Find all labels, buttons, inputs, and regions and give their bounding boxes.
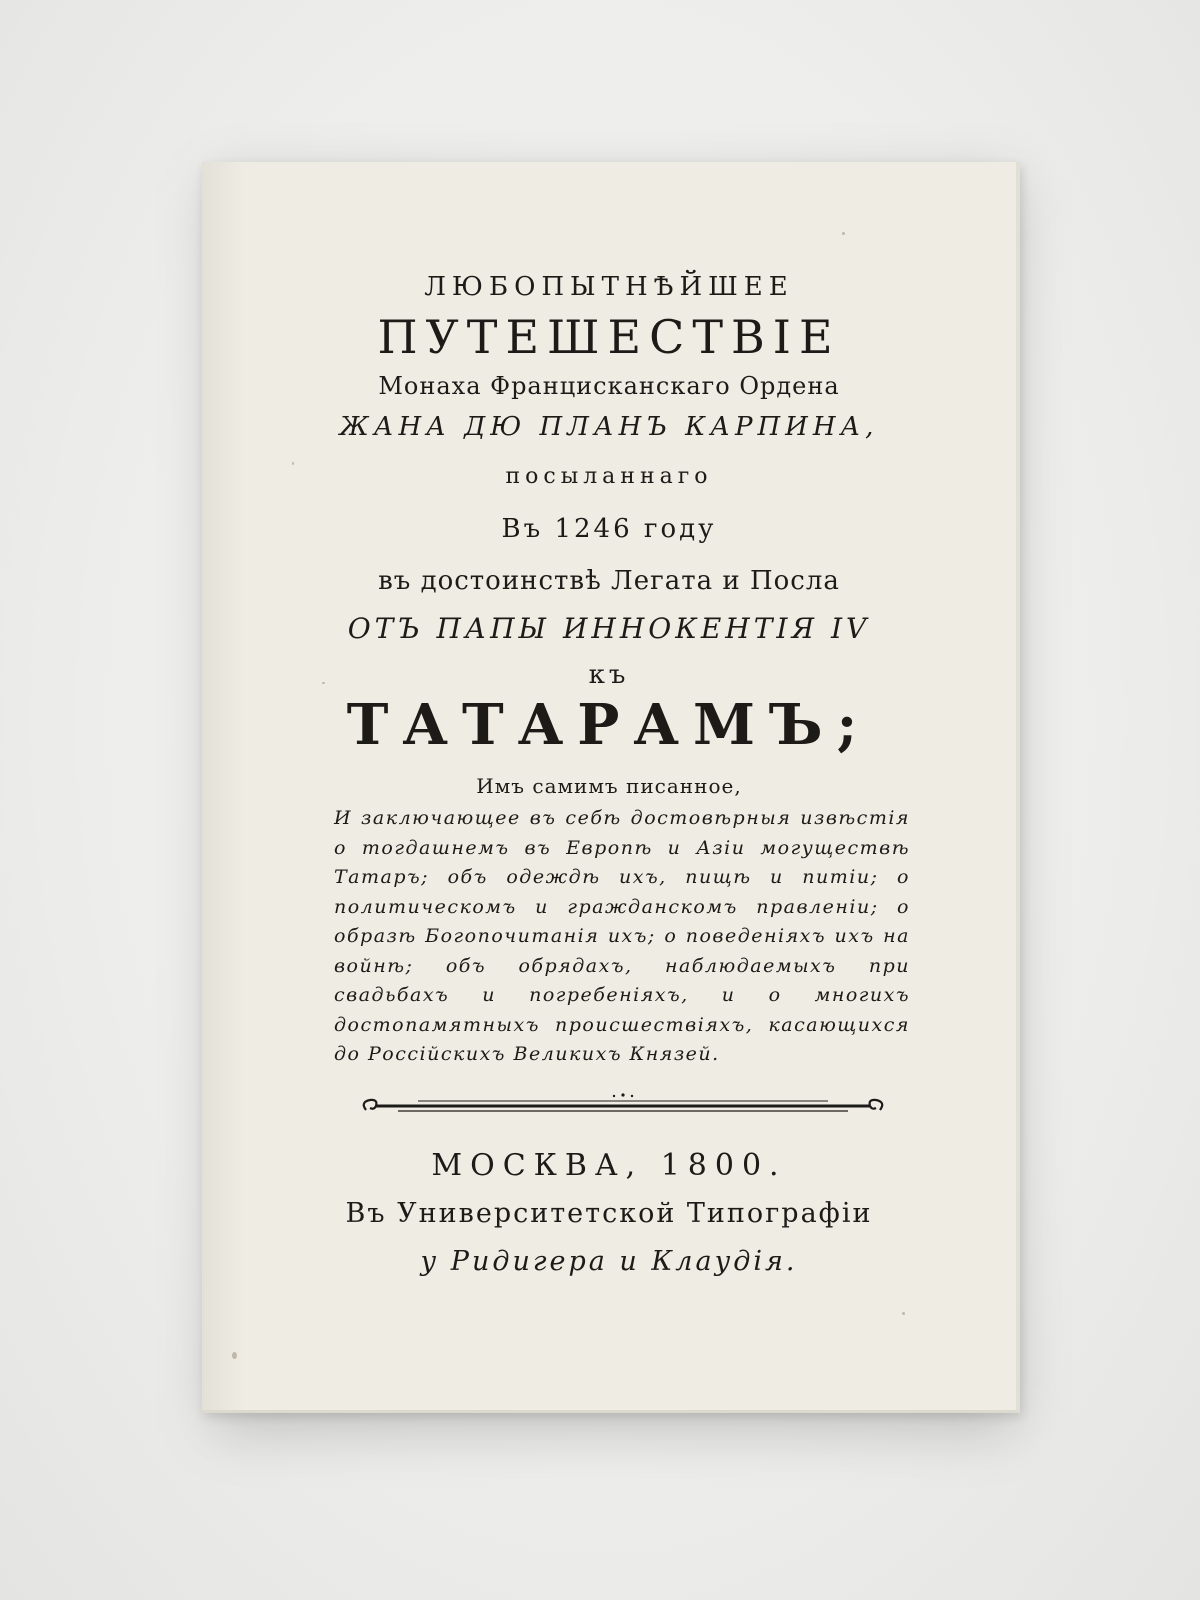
paper-speck — [322, 682, 325, 684]
paper-speck — [842, 232, 845, 235]
main-title: ПУТЕШЕСТВІЕ — [377, 310, 841, 364]
imprint-printer: Въ Университетской Типографіи — [345, 1198, 873, 1229]
tatars-heading: ТАТАРАМЪ; — [346, 692, 872, 758]
paper-speck — [232, 1352, 237, 1359]
imprint-city: МОСКВА, 1800. — [431, 1148, 787, 1183]
title-line-9: къ — [588, 660, 630, 690]
title-line-7: въ достоинствѣ Легата и Посла — [378, 566, 840, 596]
title-page — [202, 162, 1016, 1410]
paper-speck — [292, 462, 294, 465]
imprint-names: у Ридигера и Клаудія. — [420, 1246, 798, 1277]
book-cover — [202, 162, 1020, 1413]
description-paragraph: И заключающее въ себѣ достовѣрныя извѣстія о тогдашнемъ въ Европѣ и Азіи могуществѣ Татаръ; объ одеждѣ ихъ, пищѣ и питіи; о политическомъ и гражданскомъ правленіи; о образѣ Богопочитанія ихъ; о поведеніяхъ ихъ на войнѣ; объ обрядахъ, наблюдаемыхъ при свадьбахъ и погребеніяхъ, и о многихъ достопамятныхъ происшествіяхъ, касающихся до Россійскихъ Великихъ Князей. — [334, 807, 910, 1065]
paper-speck — [902, 1312, 905, 1315]
year-line: Въ 1246 году — [501, 514, 717, 544]
title-line-11: Имъ самимъ писанное, — [476, 774, 742, 798]
author-line: ЖАНА ДЮ ПЛАНЪ КАРПИНА, — [339, 412, 879, 442]
title-line-5: посыланнаго — [505, 464, 713, 489]
title-line-3: Монаха Францисканскаго Ордена — [378, 372, 840, 400]
pope-line: ОТЪ ПАПЫ ИННОКЕНТІЯ IV — [347, 612, 871, 645]
title-line-1: ЛЮБОПЫТНѢЙШЕЕ — [424, 272, 794, 302]
ornamental-rule — [358, 1090, 888, 1120]
